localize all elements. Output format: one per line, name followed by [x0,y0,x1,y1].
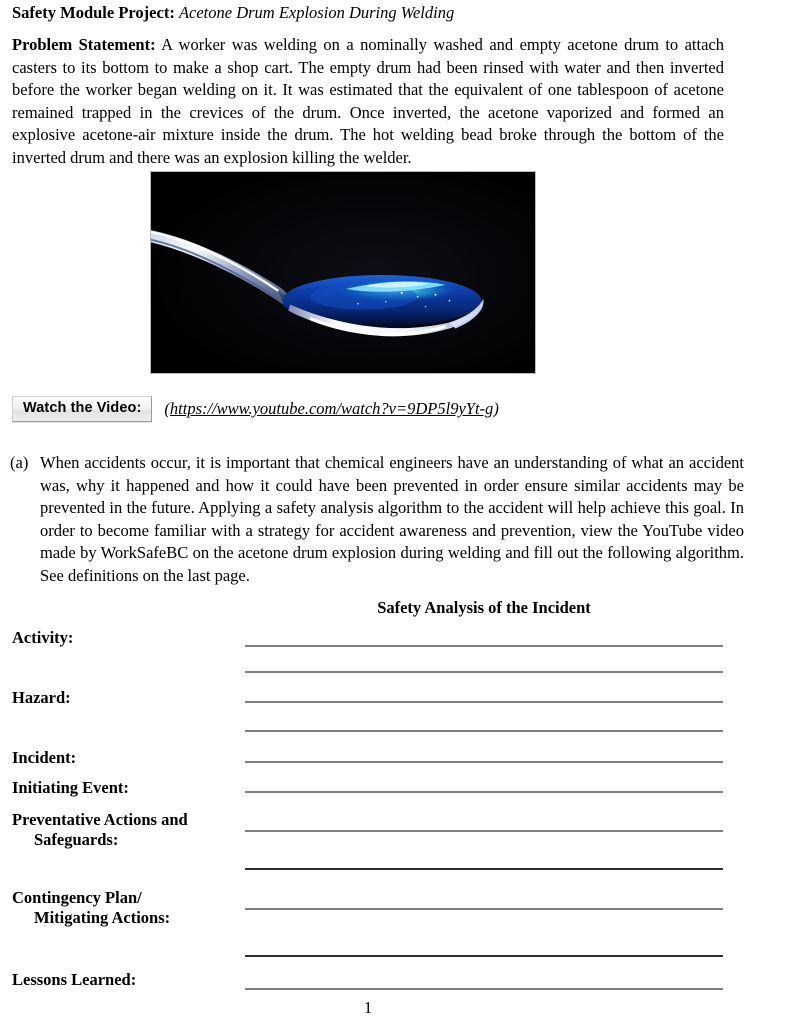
field-label-text: Initiating Event: [12,778,129,797]
field-label-text: Preventative Actions and [12,810,188,829]
page-number: 1 [363,998,373,1017]
field-label [12,748,240,768]
field-label [12,970,240,990]
page-title [12,3,752,23]
field-label-text: Hazard: [12,688,71,707]
watch-video-button[interactable]: Watch the Video: [12,396,152,422]
answer-line[interactable] [245,730,723,732]
analysis-heading: Safety Analysis of the Incident [377,598,591,617]
field-label [12,778,240,798]
video-url-link[interactable]: https://www.youtube.com/watch?v=9DP5l9yYt-g [169,399,494,418]
field-label-text-continued: Safeguards: [34,830,119,849]
answer-line[interactable] [245,908,723,910]
question-a-text: When accidents occur, it is important that chemical engineers have an understanding of what an accident was, why it happened and how it could have been prevented in order ensure similar accidents may be prevented in the future. Applying a safety analysis algorithm to the accident will help achieve this goal. In order to become familiar with a strategy for accident awareness and prevention, view the YouTube video made by WorkSafeBC on the acetone drum explosion during welding and fill out the following algorithm. See definitions on the last page. [40,453,744,585]
answer-line[interactable] [245,868,723,870]
field-label [12,888,240,928]
field-label-text: Activity: [12,628,74,647]
field-label-text-continued: Mitigating Actions: [34,908,171,927]
field-label-text: Lessons Learned: [12,970,137,989]
answer-line[interactable] [245,830,723,832]
question-a [10,452,744,588]
problem-statement [12,34,724,170]
answer-line[interactable] [245,791,723,793]
field-label [12,688,240,708]
page-title-label: Safety Module Project: [12,3,175,22]
field-label-text: Contingency Plan/ [12,888,142,907]
spoon-photo [150,171,536,374]
page-title-value: Acetone Drum Explosion During Welding [178,3,455,22]
field-label-text: Incident: [12,748,77,767]
answer-line[interactable] [245,955,723,957]
problem-statement-label: Problem Statement: [12,35,156,54]
paren-open: ( [164,399,170,418]
field-label [12,628,240,648]
answer-line[interactable] [245,701,723,703]
video-url-text [164,399,498,419]
field-label [12,810,240,850]
question-a-marker: (a) [10,453,29,472]
answer-line[interactable] [245,645,723,647]
problem-statement-text: A worker was welding on a nominally washed and empty acetone drum to attach casters to its bottom to make a shop cart. The empty drum had been rinsed with water and then inverted before the worker began welding on it. It was estimated that the equivalent of one tablespoon of acetone remained trapped in the crevices of the drum. Once inverted, the acetone vaporized and formed an explosive acetone-air mixture inside the drum. The hot welding bead broke through the bottom of the inverted drum and there was an explosion killing the welder. [12,35,725,167]
paren-close: ) [493,399,499,418]
watch-video-row [12,396,499,422]
spoon-photo-container [150,171,536,374]
answer-line[interactable] [245,761,723,763]
answer-line[interactable] [245,671,723,673]
answer-line[interactable] [245,988,723,990]
